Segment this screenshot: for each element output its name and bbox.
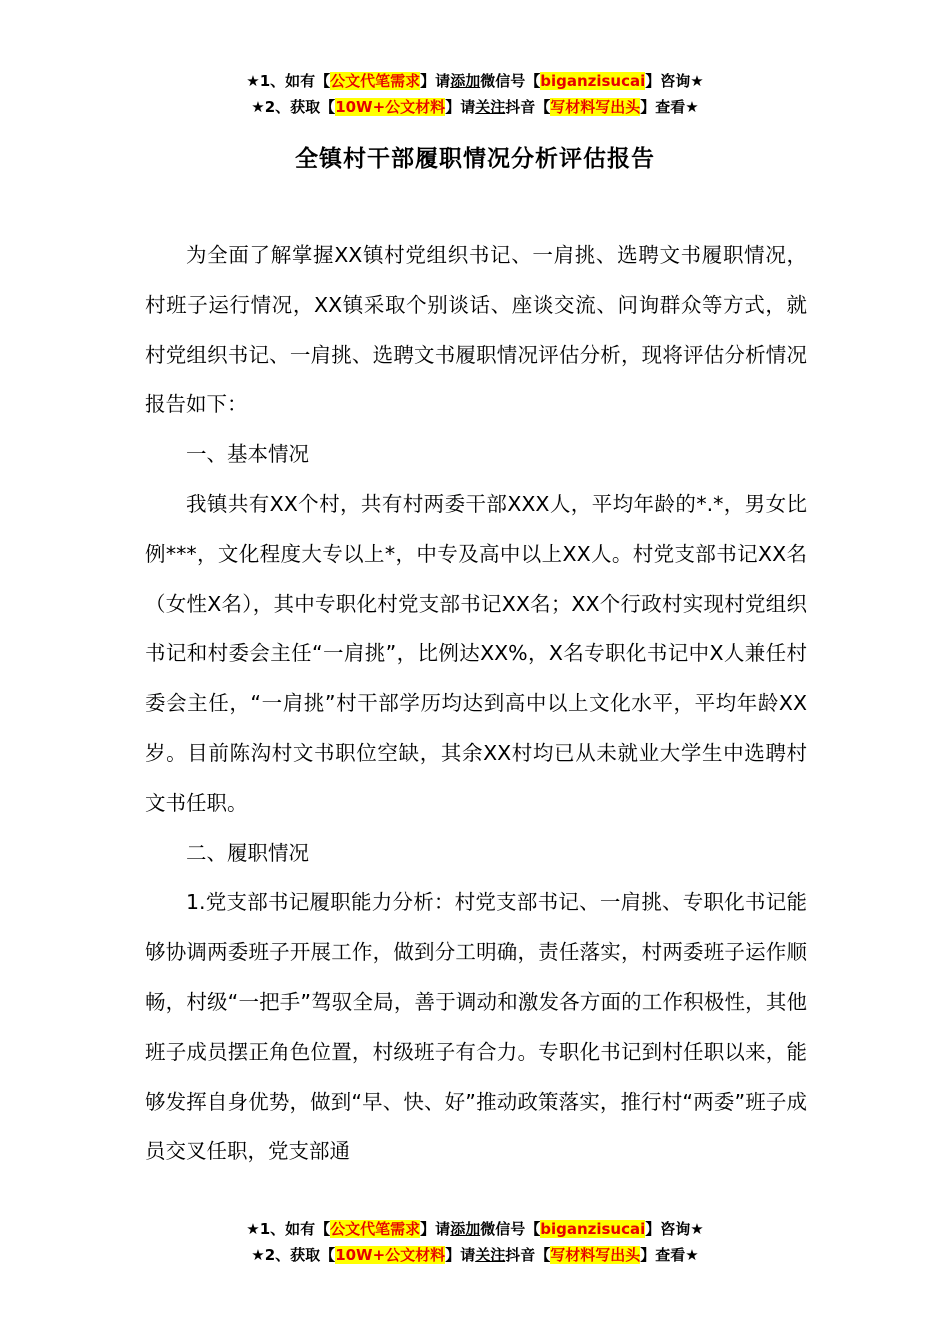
highlight-wechat-id: biganzisucai [540, 1220, 646, 1238]
document-title: 全镇村干部履职情况分析评估报告 [295, 146, 655, 172]
document-body [145, 231, 807, 1177]
banner-line-1: ★1、如有【公文代笔需求】请添加微信号【biganzisucai】咨询★ [246, 1220, 704, 1238]
banner-line-2: ★2、获取【10W+公文材料】请关注抖音【写材料写出头】查看★ [251, 98, 699, 116]
banner-line-1: ★1、如有【公文代笔需求】请添加微信号【biganzisucai】咨询★ [246, 72, 704, 90]
highlight-douyin-id: 写材料写出头 [550, 98, 641, 116]
highlight-service: 公文代笔需求 [330, 72, 421, 90]
footer-banner [0, 1216, 950, 1268]
highlight-service: 公文代笔需求 [330, 1220, 421, 1238]
highlight-materials: 10W+公文材料 [335, 98, 446, 116]
highlight-materials: 10W+公文材料 [335, 1246, 446, 1264]
paragraph-intro: 为全面了解掌握XX镇村党组织书记、一肩挑、选聘文书履职情况，村班子运行情况，XX镇采取个别谈话、座谈交流、问询群众等方式，就村党组织书记、一肩挑、选聘文书履职情况评估分析，现将评估分析情况报告如下： [145, 243, 807, 417]
section-heading-duties: 二、履职情况 [186, 840, 309, 865]
highlight-douyin-id: 写材料写出头 [550, 1246, 641, 1264]
highlight-wechat-id: biganzisucai [540, 72, 646, 90]
banner-line-2: ★2、获取【10W+公文材料】请关注抖音【写材料写出头】查看★ [251, 1246, 699, 1264]
paragraph-duties: 1.党支部书记履职能力分析：村党支部书记、一肩挑、专职化书记能够协调两委班子开展工作，做到分工明确，责任落实，村两委班子运作顺畅，村级“一把手”驾驭全局，善于调动和激发各方面的工作积极性，其他班子成员摆正角色位置，村级班子有合力。专职化书记到村任职以来，能够发挥自身优势，做到“早、快、好”推动政策落实，推行村“两委”班子成员交叉任职，党支部通 [145, 890, 807, 1164]
section-heading-basic: 一、基本情况 [186, 442, 309, 467]
header-banner [0, 68, 950, 120]
paragraph-basic: 我镇共有XX个村，共有村两委干部XXX人，平均年龄的*.*，男女比例***，文化程度大专以上*，中专及高中以上XX人。村党支部书记XX名（女性X名），其中专职化村党支部书记XX名；XX个行政村实现村党组织书记和村委会主任“一肩挑”，比例达XX%，X名专职化书记中X人兼任村委会主任，“一肩挑”村干部学历均达到高中以上文化水平，平均年龄XX岁。目前陈沟村文书职位空缺，其余XX村均已从未就业大学生中选聘村文书任职。 [145, 491, 807, 815]
